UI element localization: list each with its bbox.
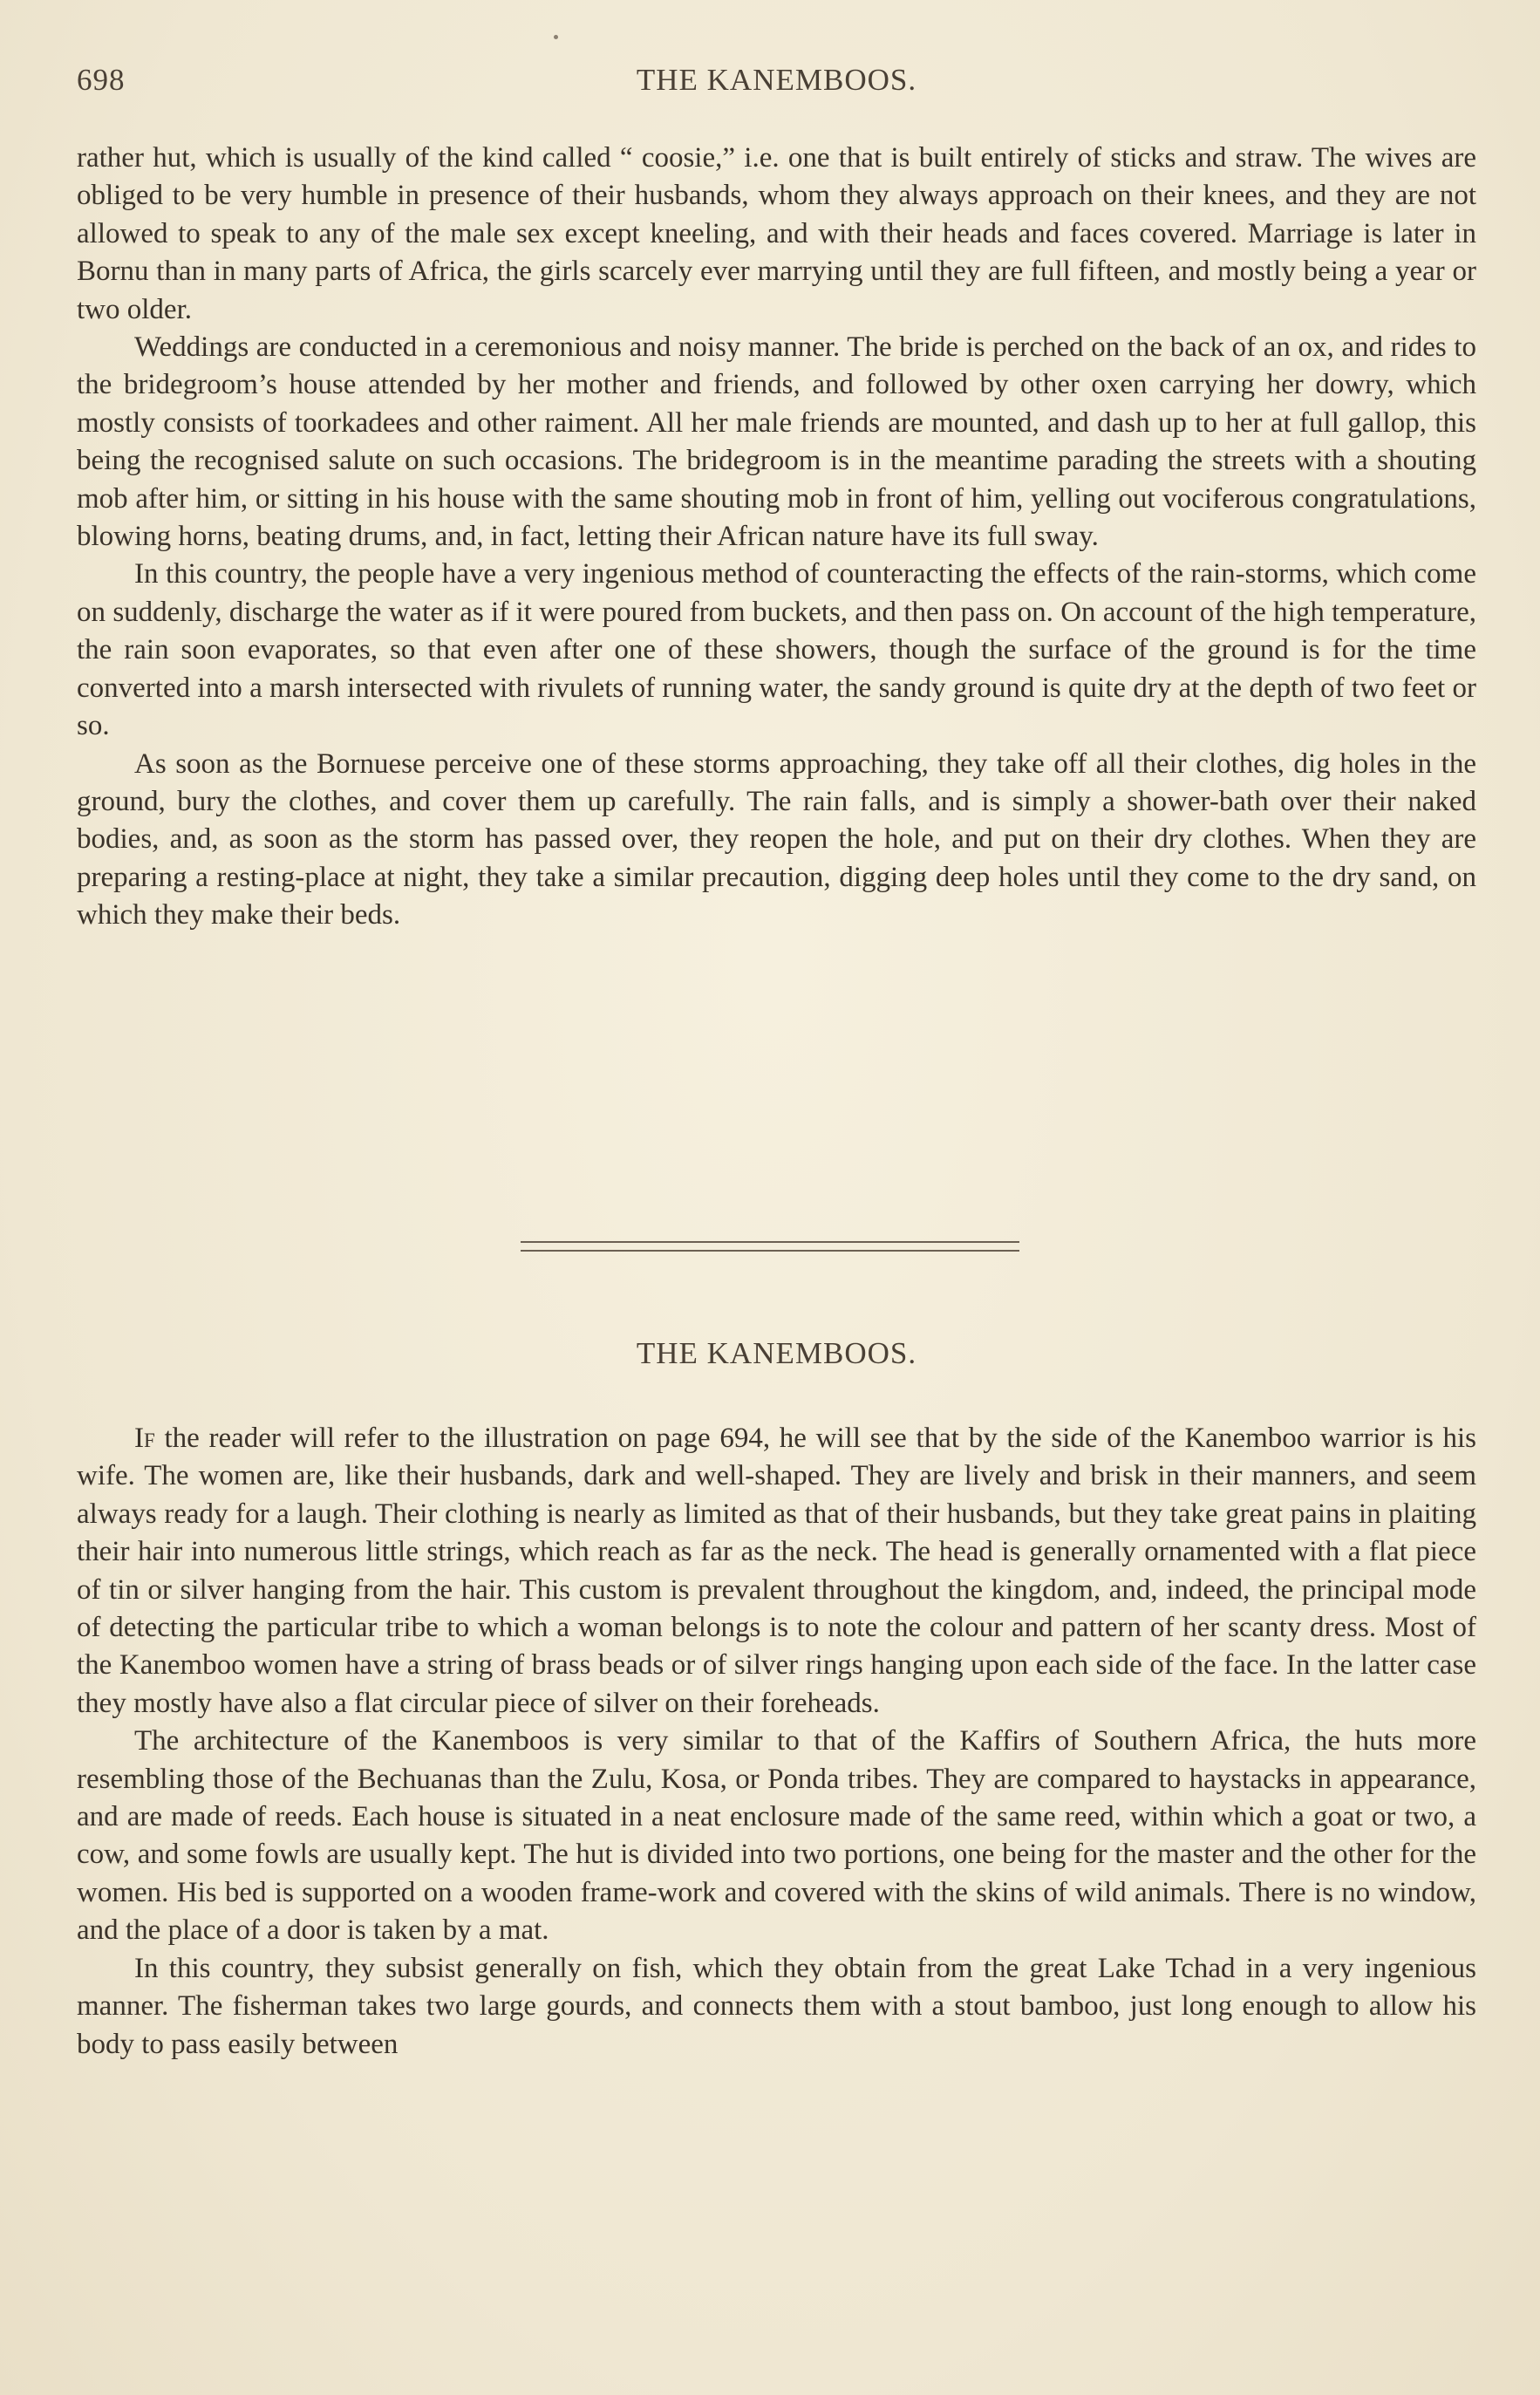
section-title: THE KANEMBOOS.	[636, 1336, 917, 1370]
paragraph: In this country, they subsist generally on fish, which they obtain from the great Lake Tchad in a very ingenious manner. The fisherman takes two large gourds, and connects them with a stout bamboo, just long enough to allow his body to pass easily between	[77, 1952, 1476, 2060]
page-header	[77, 63, 1476, 106]
ink-speck	[554, 35, 558, 39]
paragraph: In this country, the people have a very ingenious method of counteracting the effects of the rain-storms, which come on suddenly, discharge the water as if it were poured from buckets, and then pass on. On account of the high temperature, the rain soon evaporates, so that even after one of these showers, though the surface of the ground is for the time converted into a marsh intersected with rivulets of running water, the sandy ground is quite dry at the depth of two feet or so.	[77, 558, 1476, 742]
paragraph: As soon as the Bornuese perceive one of these storms approaching, they take off all their clothes, dig holes in the ground, bury the clothes, and cover them up carefully. The rain falls, and is simply a shower-bath over their naked bodies, and, as soon as the storm has passed over, they reopen the hole, and put on their dry clothes. When they are preparing a resting-place at night, they take a similar precaution, digging deep holes until they come to the dry sand, on which they make their beds.	[77, 747, 1476, 931]
paragraph: The architecture of the Kanemboos is very similar to that of the Kaffirs of Southern Africa, the huts more resembling those of the Bechuanas than the Zulu, Kosa, or Ponda tribes. They are compared to haystacks in appearance, and are made of reeds. Each house is situated in a neat enclosure made of the same reed, within which a goat or two, a cow, and some fowls are usually kept. The hut is divided into two portions, one being for the master and the other for the women. His bed is supported on a wooden frame-work and covered with the skins of wild animals. There is no window, and the place of a door is taken by a mat.	[77, 1725, 1476, 1947]
running-head: THE KANEMBOOS.	[636, 63, 917, 97]
section-bornu-text	[77, 140, 1476, 935]
paragraph	[77, 1420, 1476, 1723]
paragraph-text: the reader will refer to the illustration on page 694, he will see that by the side of the Kanemboo warrior is his wife. The women are, like their husbands, dark and well-shaped. They are lively and brisk in their manners, and seem always ready for a laugh. Their clothing is nearly as limited as that of their husbands, but they take great pains in plaiting their hair into numerous little strings, which reach as far as the neck. The head is generally ornamented with a flat piece of tin or silver hanging from the hair. This custom is prevalent throughout the kingdom, and, indeed, the principal mode of detecting the particular tribe to which a woman belongs is to note the colour and pattern of her scanty dress. Most of the Kanemboo women have a string of brass beads or of silver rings hanging upon each side of the face. In the latter case they mostly have also a flat circular piece of silver on their foreheads.	[77, 1423, 1476, 1719]
page-number: 698	[77, 63, 126, 97]
paragraph: Weddings are conducted in a ceremonious and noisy manner. The bride is perched on the back of an ox, and rides to the bridegroom’s house attended by her mother and friends, and followed by other oxen carrying her dowry, which mostly consists of toorkadees and other raiment. All her male friends are mounted, and dash up to her at full gallop, this being the recognised salute on such occasions. The bridegroom is in the meantime parading the streets with a shouting mob after him, or sitting in his house with the same shouting mob in front of him, yelling out vociferous congratulations, blowing horns, beating drums, and, in fact, letting their African nature have its full sway.	[77, 331, 1476, 553]
lead-word: If	[134, 1423, 155, 1454]
section-kanemboos-text	[77, 1420, 1476, 2064]
paragraph: rather hut, which is usually of the kind called “ coosie,” i.e. one that is built entirely of sticks and straw. The wives are obliged to be very humble in presence of their husbands, whom they always approach on their knees, and they are not allowed to speak to any of the male sex except kneeling, and with their heads and faces covered. Marriage is later in Bornu than in many parts of Africa, the girls scarcely ever marrying until they are full fifteen, and mostly being a year or two older.	[77, 142, 1476, 325]
section-divider	[521, 1241, 1019, 1252]
